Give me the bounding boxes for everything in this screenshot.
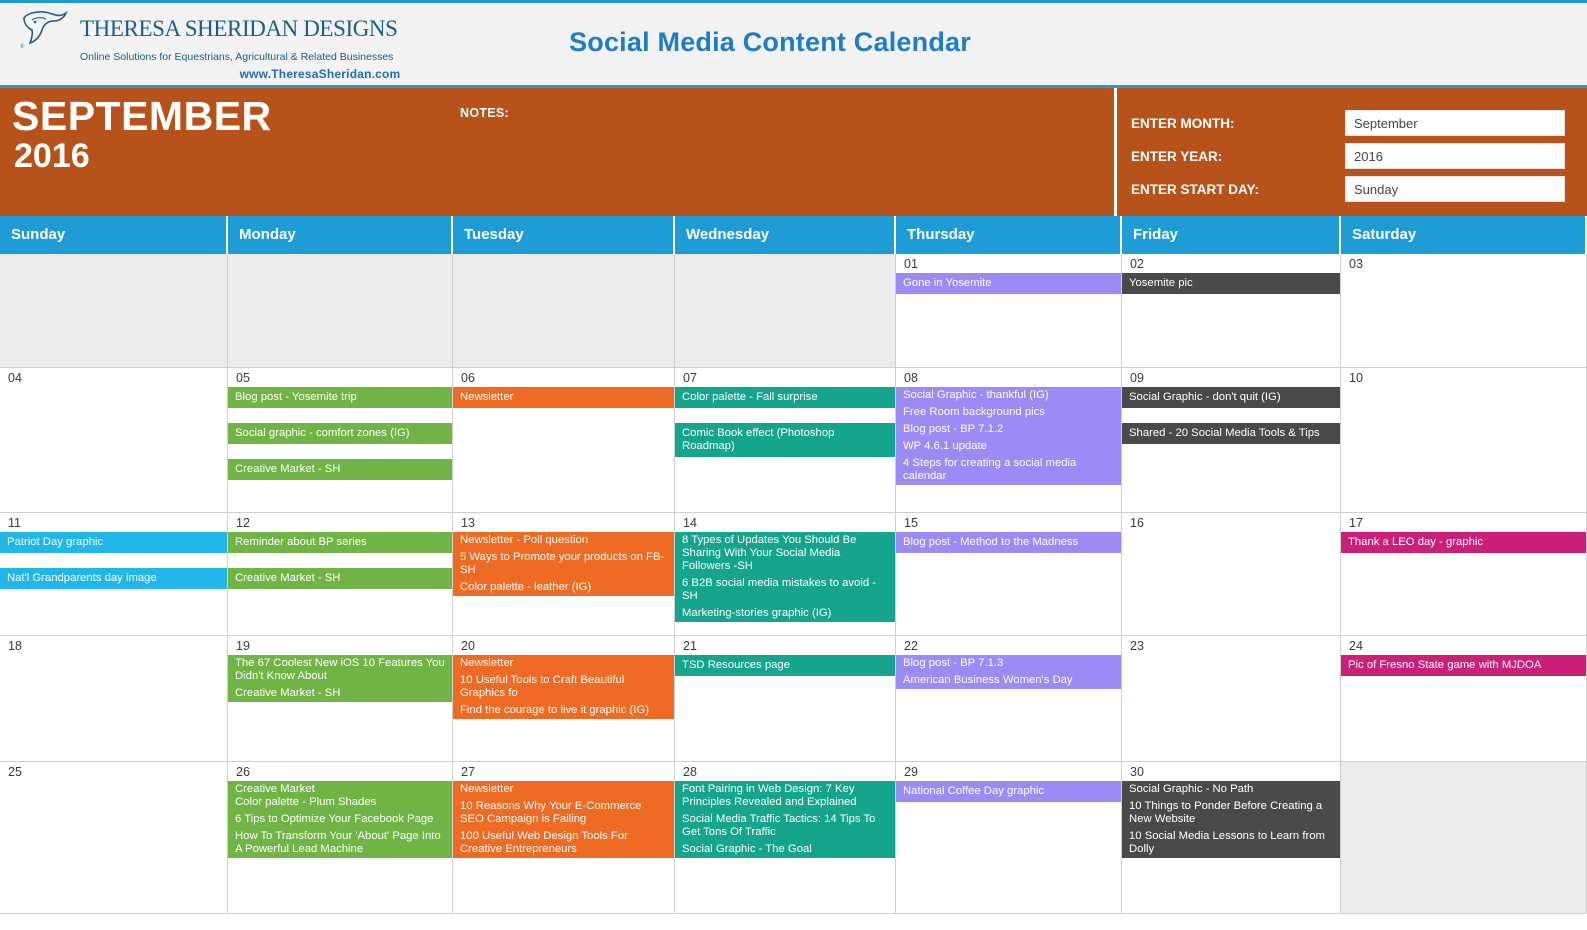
calendar-cell-empty[interactable] [0, 254, 228, 367]
enter-month-label: ENTER MONTH: [1131, 115, 1235, 131]
day-number: 23 [1130, 639, 1144, 653]
day-number: 02 [1130, 257, 1144, 271]
calendar-event[interactable]: The 67 Coolest New iOS 10 Features You Didn't Know About [228, 655, 452, 685]
weekday-header-monday: Monday [228, 216, 453, 254]
calendar-event[interactable]: Color palette - Fall surprise [675, 387, 895, 408]
calendar-event[interactable]: Creative Market - SH [228, 568, 452, 589]
calendar-cell-day-14[interactable] [675, 513, 896, 635]
calendar-cell-empty[interactable] [453, 254, 675, 367]
day-number: 21 [683, 639, 697, 653]
calendar-event[interactable]: 6 Tips to Optimize Your Facebook Page [228, 811, 452, 828]
day-number: 27 [461, 765, 475, 779]
logo-tagline: Online Solutions for Equestrians, Agricultural & Related Businesses [80, 50, 394, 63]
weekday-header-friday: Friday [1122, 216, 1341, 254]
calendar-event[interactable]: National Coffee Day graphic [896, 781, 1121, 802]
calendar-event[interactable]: Blog post - Yosemite trip [228, 387, 452, 408]
calendar-cell-day-30[interactable] [1122, 762, 1341, 913]
weekday-header-saturday: Saturday [1341, 216, 1587, 254]
horse-logo-icon [18, 8, 74, 50]
day-number: 07 [683, 371, 697, 385]
calendar-grid [0, 254, 1587, 914]
calendar-cell-day-17[interactable] [1341, 513, 1587, 635]
day-number: 16 [1130, 516, 1144, 530]
logo-website-url[interactable]: www.TheresaSheridan.com [239, 66, 401, 81]
calendar-cell-day-12[interactable] [228, 513, 453, 635]
enter-year-row [1131, 143, 1565, 169]
calendar-event[interactable]: Thank a LEO day - graphic [1341, 532, 1586, 553]
month-settings [1117, 88, 1587, 216]
calendar-cell-day-09[interactable] [1122, 368, 1341, 512]
calendar-cell-day-08[interactable] [896, 368, 1122, 512]
month-title-area [0, 88, 1117, 216]
calendar-event[interactable]: Gone in Yosemite [896, 273, 1121, 294]
calendar-event[interactable]: Comic Book effect (Photoshop Roadmap) [675, 423, 895, 457]
calendar-cell-day-07[interactable] [675, 368, 896, 512]
calendar-cell-day-03[interactable] [1341, 254, 1587, 367]
day-number: 17 [1349, 516, 1363, 530]
calendar-cell-day-20[interactable] [453, 636, 675, 761]
svg-text:®: ® [20, 43, 25, 50]
calendar-week-row [0, 513, 1587, 636]
day-number: 15 [904, 516, 918, 530]
event-spacer [1122, 410, 1340, 423]
day-number: 12 [236, 516, 250, 530]
calendar-cell-day-22[interactable] [896, 636, 1122, 761]
event-spacer [0, 555, 227, 568]
calendar-cell-day-28[interactable] [675, 762, 896, 913]
calendar-cell-day-01[interactable] [896, 254, 1122, 367]
enter-year-input[interactable]: 2016 [1345, 143, 1565, 169]
calendar-cell-day-10[interactable] [1341, 368, 1587, 512]
enter-start-day-label: ENTER START DAY: [1131, 181, 1260, 197]
calendar-event[interactable]: Reminder about BP series [228, 532, 452, 553]
calendar-event[interactable]: Blog post - Method to the Madness [896, 532, 1121, 553]
event-spacer [675, 410, 895, 423]
calendar-cell-day-26[interactable] [228, 762, 453, 913]
day-number: 05 [236, 371, 250, 385]
calendar-event[interactable]: Creative Market - SH [228, 685, 452, 702]
calendar-cell-day-18[interactable] [0, 636, 228, 761]
calendar-event[interactable]: Newsletter - Poll question [453, 532, 674, 549]
calendar-cell-day-27[interactable] [453, 762, 675, 913]
calendar-event[interactable]: Pic of Fresno State game with MJDOA [1341, 655, 1586, 676]
enter-start-day-input[interactable]: Sunday [1345, 176, 1565, 202]
event-spacer [228, 446, 452, 459]
day-number: 24 [1349, 639, 1363, 653]
notes-label: NOTES: [460, 106, 510, 120]
calendar-event[interactable]: 10 Social Media Lessons to Learn from Dolly [1122, 828, 1340, 858]
day-number: 18 [8, 639, 22, 653]
enter-start-day-row [1131, 176, 1565, 202]
calendar-cell-day-02[interactable] [1122, 254, 1341, 367]
calendar-event[interactable]: Color palette - leather (IG) [453, 579, 674, 596]
calendar-event[interactable]: Blog post - BP 7.1.3 [896, 655, 1121, 672]
day-number: 26 [236, 765, 250, 779]
calendar-cell-empty[interactable] [675, 254, 896, 367]
calendar-cell-day-29[interactable] [896, 762, 1122, 913]
calendar-cell-day-04[interactable] [0, 368, 228, 512]
month-year: 2016 [14, 137, 90, 175]
weekday-header-sunday: Sunday [0, 216, 228, 254]
calendar-event[interactable]: Newsletter [453, 655, 674, 672]
day-number: 09 [1130, 371, 1144, 385]
page-title: Social Media Content Calendar [569, 27, 971, 57]
calendar-event[interactable]: Social Graphic - The Goal [675, 841, 895, 858]
calendar-cell-day-21[interactable] [675, 636, 896, 761]
day-number: 04 [8, 371, 22, 385]
event-spacer [228, 410, 452, 423]
calendar-event[interactable]: Shared - 20 Social Media Tools & Tips [1122, 423, 1340, 444]
month-name: SEPTEMBER [12, 93, 272, 139]
calendar-cell-empty[interactable] [1341, 762, 1587, 913]
enter-month-input[interactable]: September [1345, 110, 1565, 136]
calendar-event[interactable]: Nat'l Grandparents day image [0, 568, 227, 589]
calendar-cell-empty[interactable] [228, 254, 453, 367]
calendar-event[interactable]: Find the courage to live it graphic (IG) [453, 702, 674, 719]
calendar-event[interactable]: 8 Types of Updates You Should Be Sharing With Your Social Media Followers -SH [675, 532, 895, 575]
calendar-event[interactable]: Blog post - BP 7.1.2 [896, 421, 1121, 438]
weekday-header-row [0, 216, 1587, 254]
calendar-cell-day-15[interactable] [896, 513, 1122, 635]
calendar-event[interactable]: Social Graphic - No Path [1122, 781, 1340, 798]
day-number: 08 [904, 371, 918, 385]
calendar-event[interactable]: How To Transform Your 'About' Page Into A Powerful Lead Machine [228, 828, 452, 858]
calendar-cell-day-25[interactable] [0, 762, 228, 913]
day-number: 13 [461, 516, 475, 530]
calendar-event[interactable]: 10 Useful Tools to Craft Beautiful Graphics fo [453, 672, 674, 702]
calendar-event[interactable]: Newsletter [453, 387, 674, 408]
calendar-event[interactable]: WP 4.6.1 update [896, 438, 1121, 455]
calendar-event[interactable]: Social Media Traffic Tactics: 14 Tips To Get Tons Of Traffic [675, 811, 895, 841]
calendar-event[interactable]: Social graphic - comfort zones (IG) [228, 423, 452, 444]
day-number: 01 [904, 257, 918, 271]
calendar-event[interactable]: 4 Steps for creating a social media calendar [896, 455, 1121, 485]
weekday-header-wednesday: Wednesday [675, 216, 896, 254]
event-spacer [228, 555, 452, 568]
day-number: 20 [461, 639, 475, 653]
calendar-event[interactable]: 100 Useful Web Design Tools For Creative Entrepreneurs [453, 828, 674, 858]
calendar-event[interactable]: Newsletter [453, 781, 674, 798]
calendar-event[interactable]: Creative Market Color palette - Plum Shades [228, 781, 452, 811]
calendar-cell-day-05[interactable] [228, 368, 453, 512]
day-number: 28 [683, 765, 697, 779]
weekday-header-tuesday: Tuesday [453, 216, 675, 254]
logo [0, 8, 560, 81]
calendar-event[interactable]: Free Room background pics [896, 404, 1121, 421]
day-number: 29 [904, 765, 918, 779]
day-number: 22 [904, 639, 918, 653]
calendar-week-row [0, 762, 1587, 914]
calendar-cell-day-23[interactable] [1122, 636, 1341, 761]
day-number: 11 [8, 516, 21, 530]
calendar-event[interactable]: 10 Things to Ponder Before Creating a New Website [1122, 798, 1340, 828]
month-bar [0, 88, 1587, 216]
calendar-cell-day-19[interactable] [228, 636, 453, 761]
calendar-cell-day-16[interactable] [1122, 513, 1341, 635]
calendar-cell-day-06[interactable] [453, 368, 675, 512]
page-header [0, 0, 1587, 88]
calendar-cell-day-24[interactable] [1341, 636, 1587, 761]
calendar-week-row [0, 254, 1587, 368]
day-number: 14 [683, 516, 697, 530]
calendar-event[interactable]: Social Graphic - don't quit (IG) [1122, 387, 1340, 408]
enter-month-row [1131, 110, 1565, 136]
calendar-event[interactable]: Font Pairing in Web Design: 7 Key Principles Revealed and Explained [675, 781, 895, 811]
calendar-event[interactable]: Social Graphic - thankful (IG) [896, 387, 1121, 404]
day-number: 10 [1349, 371, 1363, 385]
calendar-event[interactable]: 10 Reasons Why Your E-Commerce SEO Campaign is Failing [453, 798, 674, 828]
day-number: 25 [8, 765, 22, 779]
calendar-event[interactable]: American Business Women's Day [896, 672, 1121, 689]
calendar-event[interactable]: Creative Market - SH [228, 459, 452, 480]
calendar-event[interactable]: 6 B2B social media mistakes to avoid - SH [675, 575, 895, 605]
day-number: 03 [1349, 257, 1363, 271]
calendar-cell-day-11[interactable] [0, 513, 228, 635]
day-number: 19 [236, 639, 250, 653]
enter-year-label: ENTER YEAR: [1131, 148, 1223, 164]
calendar-cell-day-13[interactable] [453, 513, 675, 635]
day-number: 30 [1130, 765, 1144, 779]
weekday-header-thursday: Thursday [896, 216, 1122, 254]
calendar-week-row [0, 368, 1587, 513]
calendar-event[interactable]: TSD Resources page [675, 655, 895, 676]
calendar-event[interactable]: Patriot Day graphic [0, 532, 227, 553]
calendar-event[interactable]: 5 Ways to Promote your products on FB- SH [453, 549, 674, 579]
calendar-event[interactable]: Marketing-stories graphic (IG) [675, 605, 895, 622]
calendar-week-row [0, 636, 1587, 762]
day-number: 06 [461, 371, 475, 385]
logo-wordmark: THERESA SHERIDAN DESIGNS [80, 15, 398, 41]
calendar-event[interactable]: Yosemite pic [1122, 273, 1340, 294]
